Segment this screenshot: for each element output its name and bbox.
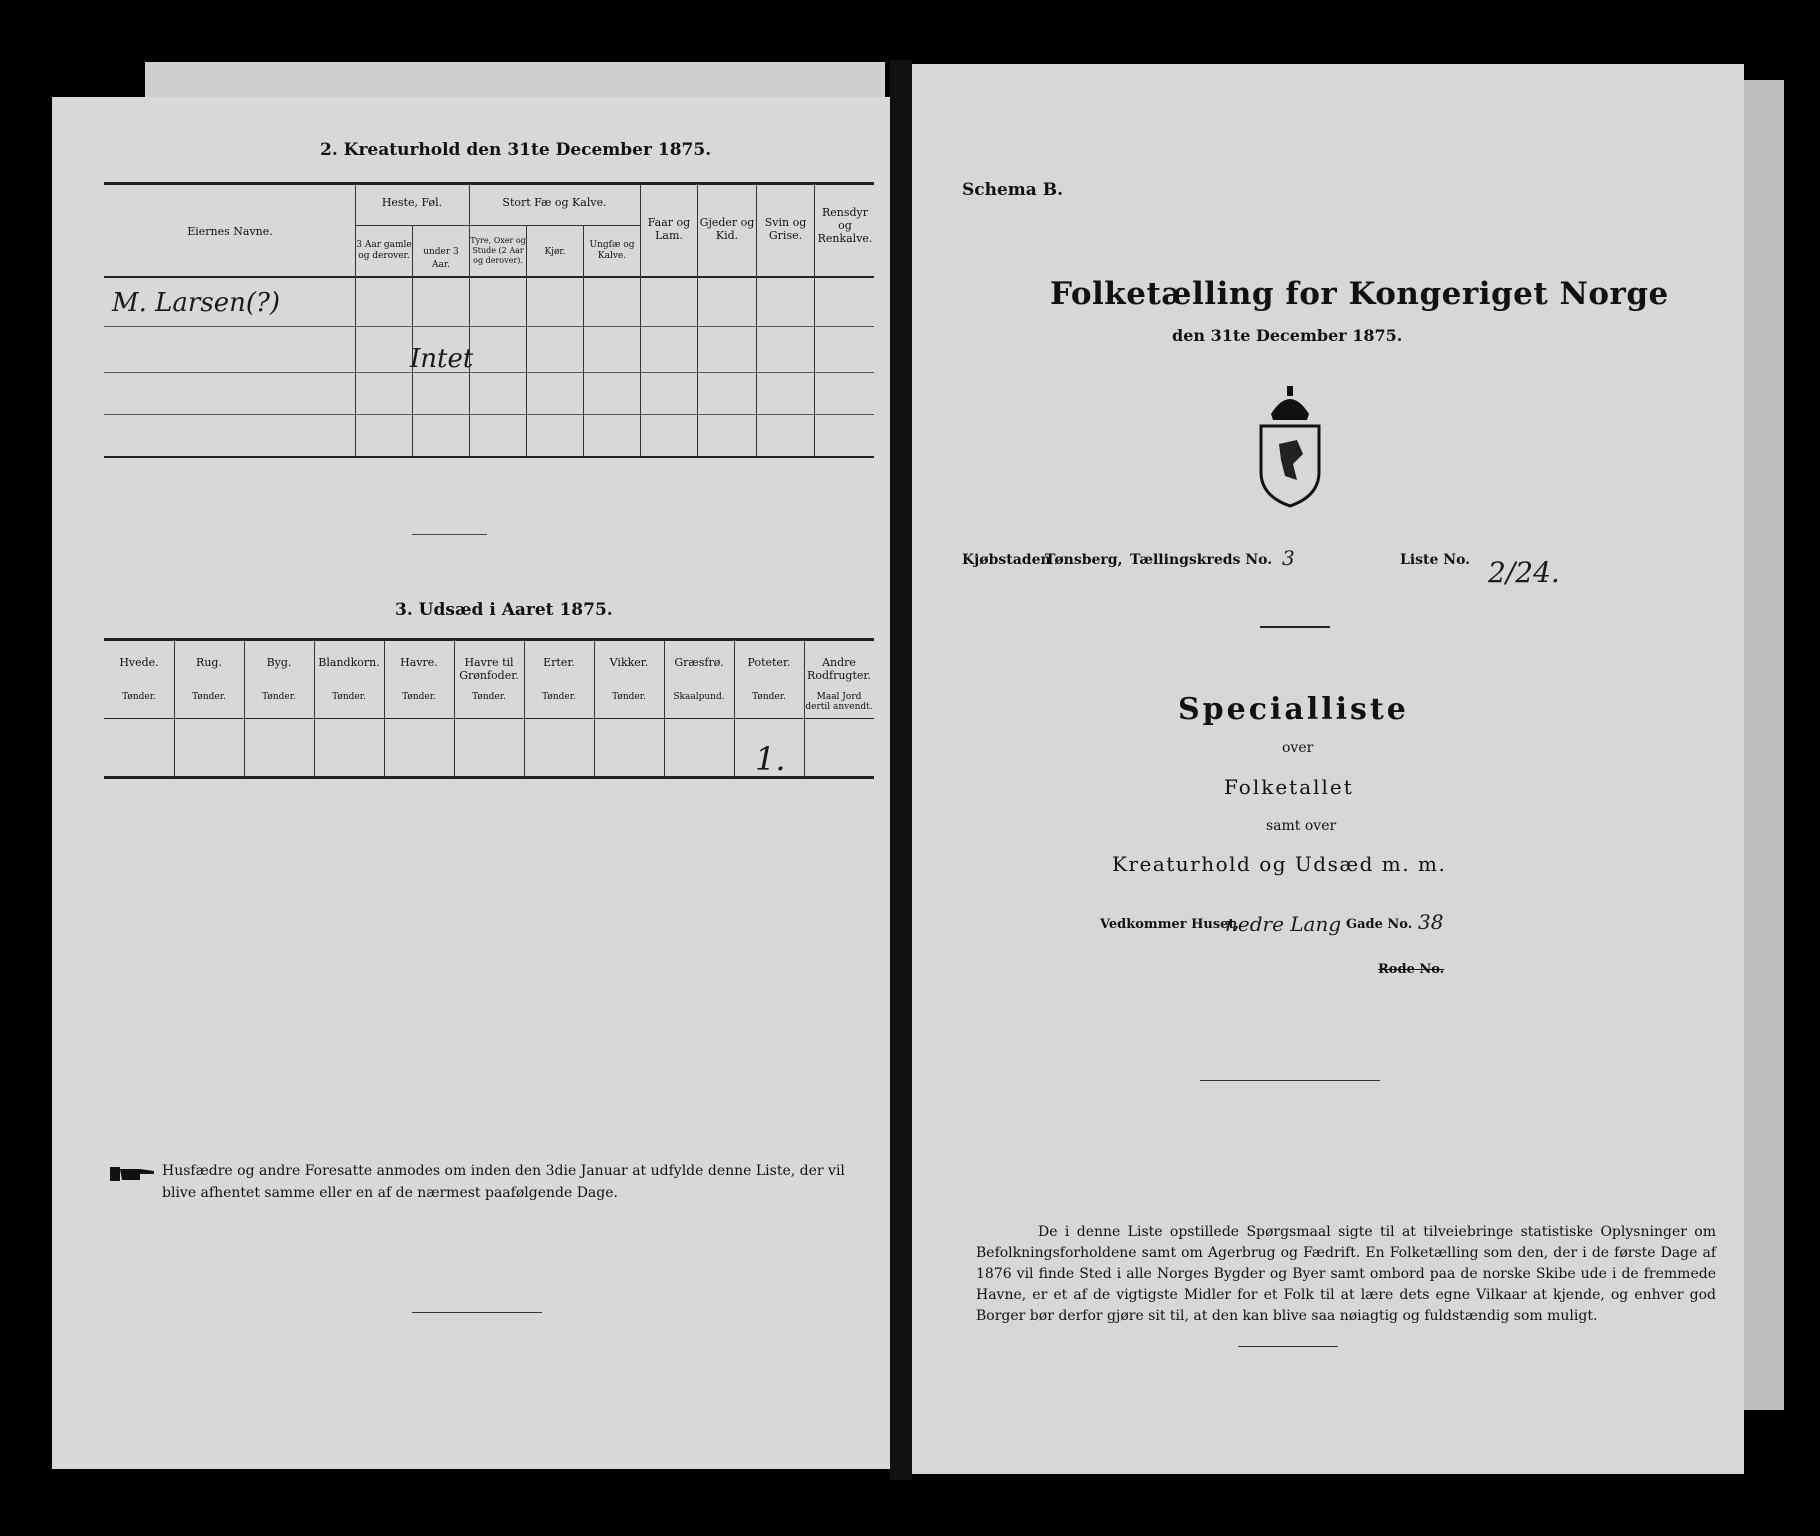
table2-bottom-rule <box>104 456 874 458</box>
vedkommer-label: Vedkommer Huset, <box>1100 917 1239 932</box>
right-page-edge <box>1744 80 1784 1410</box>
kjobstad-value: Tønsberg, <box>1045 552 1123 568</box>
street-handwritten: nedre Lang <box>1225 912 1342 936</box>
table3-header-rule <box>104 718 874 719</box>
table3-header: Hvede. <box>119 656 159 669</box>
col-divider <box>804 641 805 777</box>
gade-value-handwritten: 38 <box>1418 910 1444 934</box>
kjobstad-label: Kjøbstaden <box>962 552 1051 568</box>
table3-header: Erter. <box>543 656 575 669</box>
col-divider <box>454 641 455 777</box>
divider <box>1260 626 1330 628</box>
book-spine <box>890 60 912 1480</box>
table3-header: Andre Rodfrugter. <box>807 656 871 682</box>
col-divider <box>244 641 245 777</box>
header-pigs: Svin og Grise. <box>764 216 807 242</box>
folketallet-text: Folketallet <box>1224 775 1354 799</box>
table3-header: Vikker. <box>609 656 649 669</box>
table3-top-rule <box>104 638 874 641</box>
table3-header: Havre. <box>400 656 438 669</box>
table3-unit: Tønder. <box>332 692 366 702</box>
header-cattle-sub1: Tyre, Oxer og Stude (2 Aar og derover). <box>470 236 526 265</box>
divider <box>412 1312 542 1313</box>
census-date: den 31te December 1875. <box>1172 326 1403 345</box>
header-cattle: Stort Fæ og Kalve. <box>502 196 607 209</box>
col-divider <box>174 641 175 777</box>
liste-value-handwritten: 2/24. <box>1488 556 1560 589</box>
col-divider <box>664 641 665 777</box>
table3-header: Havre til Grønfoder. <box>459 656 519 682</box>
gade-label: Gade No. <box>1346 917 1413 932</box>
header-horses-sub2: under 3 Aar. <box>423 247 459 270</box>
coat-of-arms-icon <box>1257 384 1323 508</box>
left-page-back-sheet <box>145 62 885 97</box>
entry-handwritten: Intet <box>410 344 474 374</box>
header-sheep: Faar og Lam. <box>647 216 691 242</box>
header-cattle-sub3: Ungfæ og Kalve. <box>589 240 635 261</box>
divider <box>1238 1346 1338 1347</box>
header-horses: Heste, Føl. <box>381 196 443 209</box>
table2-header-rule <box>104 276 874 278</box>
table3-unit: Tønder. <box>542 692 576 702</box>
table3-unit: Tønder. <box>752 692 786 702</box>
divider <box>1200 1080 1380 1081</box>
table2-top-rule <box>104 182 874 185</box>
main-title: Folketælling for Kongeriget Norge <box>1050 276 1669 312</box>
header-reindeer: Rensdyr og Renkalve. <box>817 206 873 245</box>
over-text: over <box>1282 740 1314 756</box>
table3-unit: Tønder. <box>262 692 296 702</box>
row-rule <box>104 414 874 415</box>
table3-unit: Maal Jord dertil anvendt. <box>805 692 873 712</box>
col-divider <box>594 641 595 777</box>
pointing-hand-icon <box>110 1163 156 1185</box>
notice-text: Husfædre og andre Foresatte anmodes om inden den 3die Januar at udfylde denne Liste, der vil blive afhentet samme eller en af de nærmest paafølgende Dage. <box>162 1163 845 1201</box>
col-divider <box>524 641 525 777</box>
header-goats: Gjeder og Kid. <box>699 216 755 242</box>
table3-header: Byg. <box>266 656 292 669</box>
krets-value-handwritten: 3 <box>1282 546 1295 570</box>
col-divider <box>526 225 527 457</box>
schema-label: Schema B. <box>962 180 1064 200</box>
kreaturhold-text: Kreaturhold og Udsæd m. m. <box>1112 852 1447 876</box>
header-horses-sub1: 3 Aar gamle og derover. <box>356 240 412 261</box>
col-divider <box>314 641 315 777</box>
rode-label: Rode No. <box>1378 962 1445 977</box>
table3-header: Rug. <box>196 656 222 669</box>
samt-over-text: samt over <box>1266 818 1337 834</box>
liste-label: Liste No. <box>1400 552 1471 568</box>
table3-header: Græsfrø. <box>674 656 724 669</box>
col-divider <box>734 641 735 777</box>
table3-header: Blandkorn. <box>318 656 380 669</box>
col-divider <box>384 641 385 777</box>
owner-name-handwritten: M. Larsen(?) <box>112 288 281 318</box>
header-owner: Eiernes Navne. <box>187 225 273 238</box>
row-rule <box>104 326 874 327</box>
poteter-value-handwritten: 1. <box>755 740 786 778</box>
table3-unit: Tønder. <box>122 692 156 702</box>
explanation-paragraph: De i denne Liste opstillede Spørgsmaal sigte til at tilveiebringe statistiske Oplysninger om Befolkningsforholdene samt om Agerbrug og Fædrift. En Folketælling som den, der i de første Dage af 1876 vil finde Sted i alle Norges Bygder og Byer samt ombord paa de norske Skibe ude i de fremmede Havne, er et af de vigtigste Midler for et Folk til at lære dets egne Vilkaar at kjende, og enhver god Borger bør derfor gjøre sit til, at den kan blive saa nøiagtig og fuldstændig som muligt. <box>976 1224 1716 1324</box>
table3-unit: Tønder. <box>402 692 436 702</box>
section2-title: 2. Kreaturhold den 31te December 1875. <box>320 140 712 160</box>
row-rule <box>104 372 874 373</box>
specialliste-title: Specialliste <box>1178 692 1409 727</box>
table3-unit: Skaalpund. <box>673 692 725 702</box>
section3-title: 3. Udsæd i Aaret 1875. <box>395 600 613 620</box>
table3-unit: Tønder. <box>192 692 226 702</box>
subheader-rule <box>355 225 640 226</box>
header-cattle-sub2: Kjør. <box>544 247 566 257</box>
divider <box>412 534 487 535</box>
table3-unit: Tønder. <box>612 692 646 702</box>
table3-header: Poteter. <box>747 656 791 669</box>
krets-label: Tællingskreds No. <box>1130 552 1273 568</box>
table3-unit: Tønder. <box>472 692 506 702</box>
